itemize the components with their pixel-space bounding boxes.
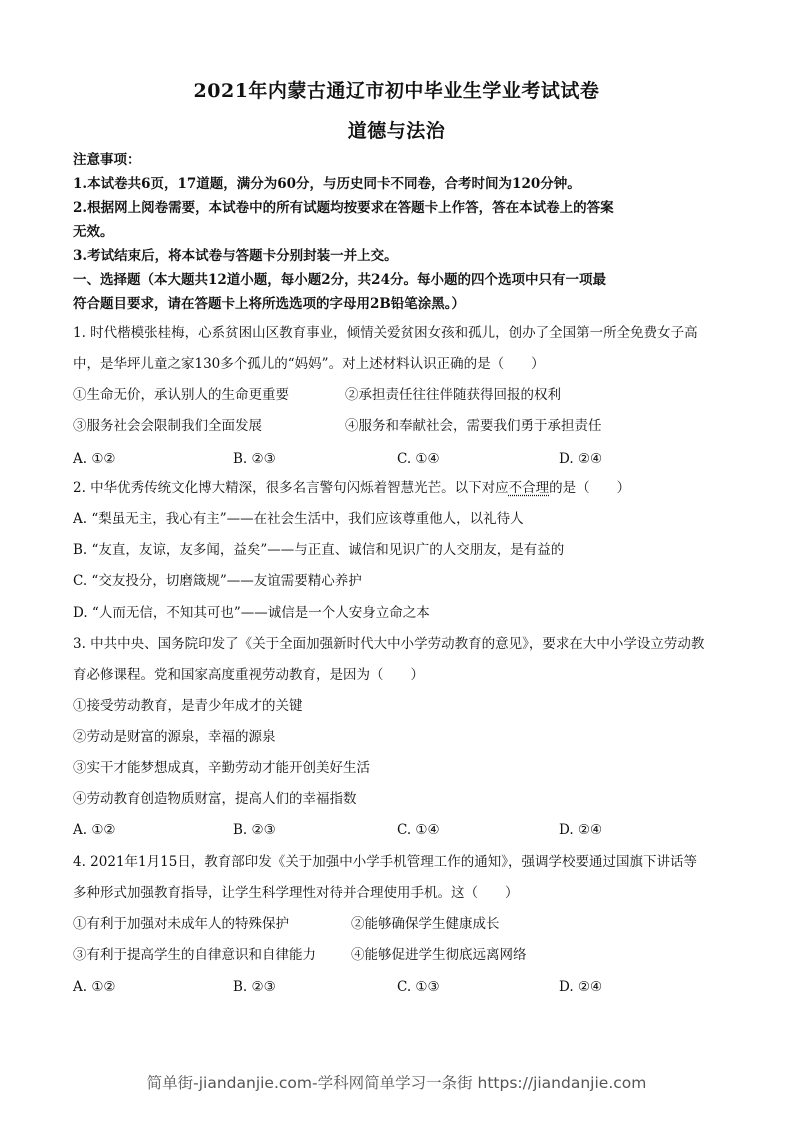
q3-stem-line: 育必修课程。党和国家高度重视劳动教育，是因为（ ） xyxy=(73,667,424,683)
q1-option-d: D. ②④ xyxy=(559,451,603,467)
q3-option-a: A. ①② xyxy=(73,822,116,838)
q2-option-b: B. “友直，友谅，友多闻，益矣”——与正直、诚信和见识广的人交朋友，是有益的 xyxy=(73,542,565,558)
q4-statement: ②能够确保学生健康成长 xyxy=(351,916,500,932)
q1-option-b: B. ②③ xyxy=(233,451,276,467)
exam-title: 2021年内蒙古通辽市初中毕业生学业考试试卷 xyxy=(193,80,600,102)
footer-watermark: 简单街-jiandanjie.com-学科网简单学习一条街 https://jiandanjie.com xyxy=(146,1074,647,1092)
section-instructions: 符合题目要求，请在答题卡上将所选选项的字母用2B铅笔涂黑。） xyxy=(73,296,466,312)
q2-option-c: C. “交友投分，切磨箴规”——友谊需要精心养护 xyxy=(73,573,362,589)
notes-item: 2.根据网上阅卷需要，本试卷中的所有试题均按要求在答题卡上作答，答在本试卷上的答案 xyxy=(73,200,614,216)
q4-option-b: B. ②③ xyxy=(233,979,276,995)
q1-statement: ①生命无价，承认别人的生命更重要 xyxy=(73,387,289,403)
q3-statement: ③实干才能梦想成真，辛勤劳动才能开创美好生活 xyxy=(73,760,370,776)
section-heading: 一、选择题（本大题共12道小题，每小题2分，共24分。每小题的四个选项中只有一项最 xyxy=(73,272,606,288)
q4-option-c: C. ①③ xyxy=(397,979,440,995)
q3-stem-line: 3. 中共中央、国务院印发了《关于全面加强新时代大中小学劳动教育的意见》，要求在大中小学设立劳动教 xyxy=(73,636,705,652)
q3-option-b: B. ②③ xyxy=(233,822,276,838)
q1-option-c: C. ①④ xyxy=(397,451,440,467)
q1-statement: ③服务社会会限制我们全面发展 xyxy=(73,418,262,434)
q1-statement: ④服务和奉献社会，需要我们勇于承担责任 xyxy=(345,418,602,434)
q2-stem-emphasis: 不合理 xyxy=(508,480,550,496)
q2-stem-post: 的是（ ） xyxy=(549,480,631,496)
notes-heading: 注意事项： xyxy=(73,152,141,168)
q1-stem-line: 1. 时代楷模张桂梅，心系贫困山区教育事业，倾情关爱贫困女孩和孤儿，创办了全国第一所全免费女子高 xyxy=(73,325,698,341)
q4-stem-line: 4. 2021年1月15日，教育部印发《关于加强中小学手机管理工作的通知》，强调学校要通过国旗下讲话等 xyxy=(73,854,698,870)
q4-statement: ①有利于加强对未成年人的特殊保护 xyxy=(73,916,289,932)
notes-item: 3.考试结束后，将本试卷与答题卡分别封装一并上交。 xyxy=(73,248,398,264)
q3-statement: ①接受劳动教育，是青少年成才的关键 xyxy=(73,698,303,714)
q4-statement: ④能够促进学生彻底远离网络 xyxy=(351,947,527,963)
q3-option-d: D. ②④ xyxy=(559,822,603,838)
q2-option-a: A. “梨虽无主，我心有主”——在社会生活中，我们应该尊重他人，以礼待人 xyxy=(73,511,524,527)
q4-option-d: D. ②④ xyxy=(559,979,603,995)
notes-item: 1.本试卷共6页，17道题，满分为60分，与历史同卡不同卷，合考时间为120分钟。 xyxy=(73,176,581,192)
q2-stem-pre: 2. 中华优秀传统文化博大精深，很多名言警句闪烁着智慧光芒。以下对应 xyxy=(73,480,509,496)
q1-statement: ②承担责任往往伴随获得回报的权利 xyxy=(345,387,561,403)
q4-statement: ③有利于提高学生的自律意识和自律能力 xyxy=(73,947,316,963)
q4-stem-line: 多种形式加强教育指导，让学生科学理性对待并合理使用手机。这（ ） xyxy=(73,885,519,901)
notes-item: 无效。 xyxy=(73,224,114,240)
q2-option-d: D. “人而无信，不知其可也”——诚信是一个人安身立命之本 xyxy=(73,605,430,621)
q3-statement: ④劳动教育创造物质财富，提高人们的幸福指数 xyxy=(73,791,357,807)
q1-option-a: A. ①② xyxy=(73,451,116,467)
q2-stem xyxy=(73,478,630,498)
q1-stem-line: 中，是华坪儿童之家130多个孤儿的“妈妈”。对上述材料认识正确的是（ ） xyxy=(73,356,545,372)
subject-title: 道德与法治 xyxy=(347,120,446,142)
q3-option-c: C. ①④ xyxy=(397,822,440,838)
q3-statement: ②劳动是财富的源泉，幸福的源泉 xyxy=(73,729,276,745)
q4-option-a: A. ①② xyxy=(73,979,116,995)
